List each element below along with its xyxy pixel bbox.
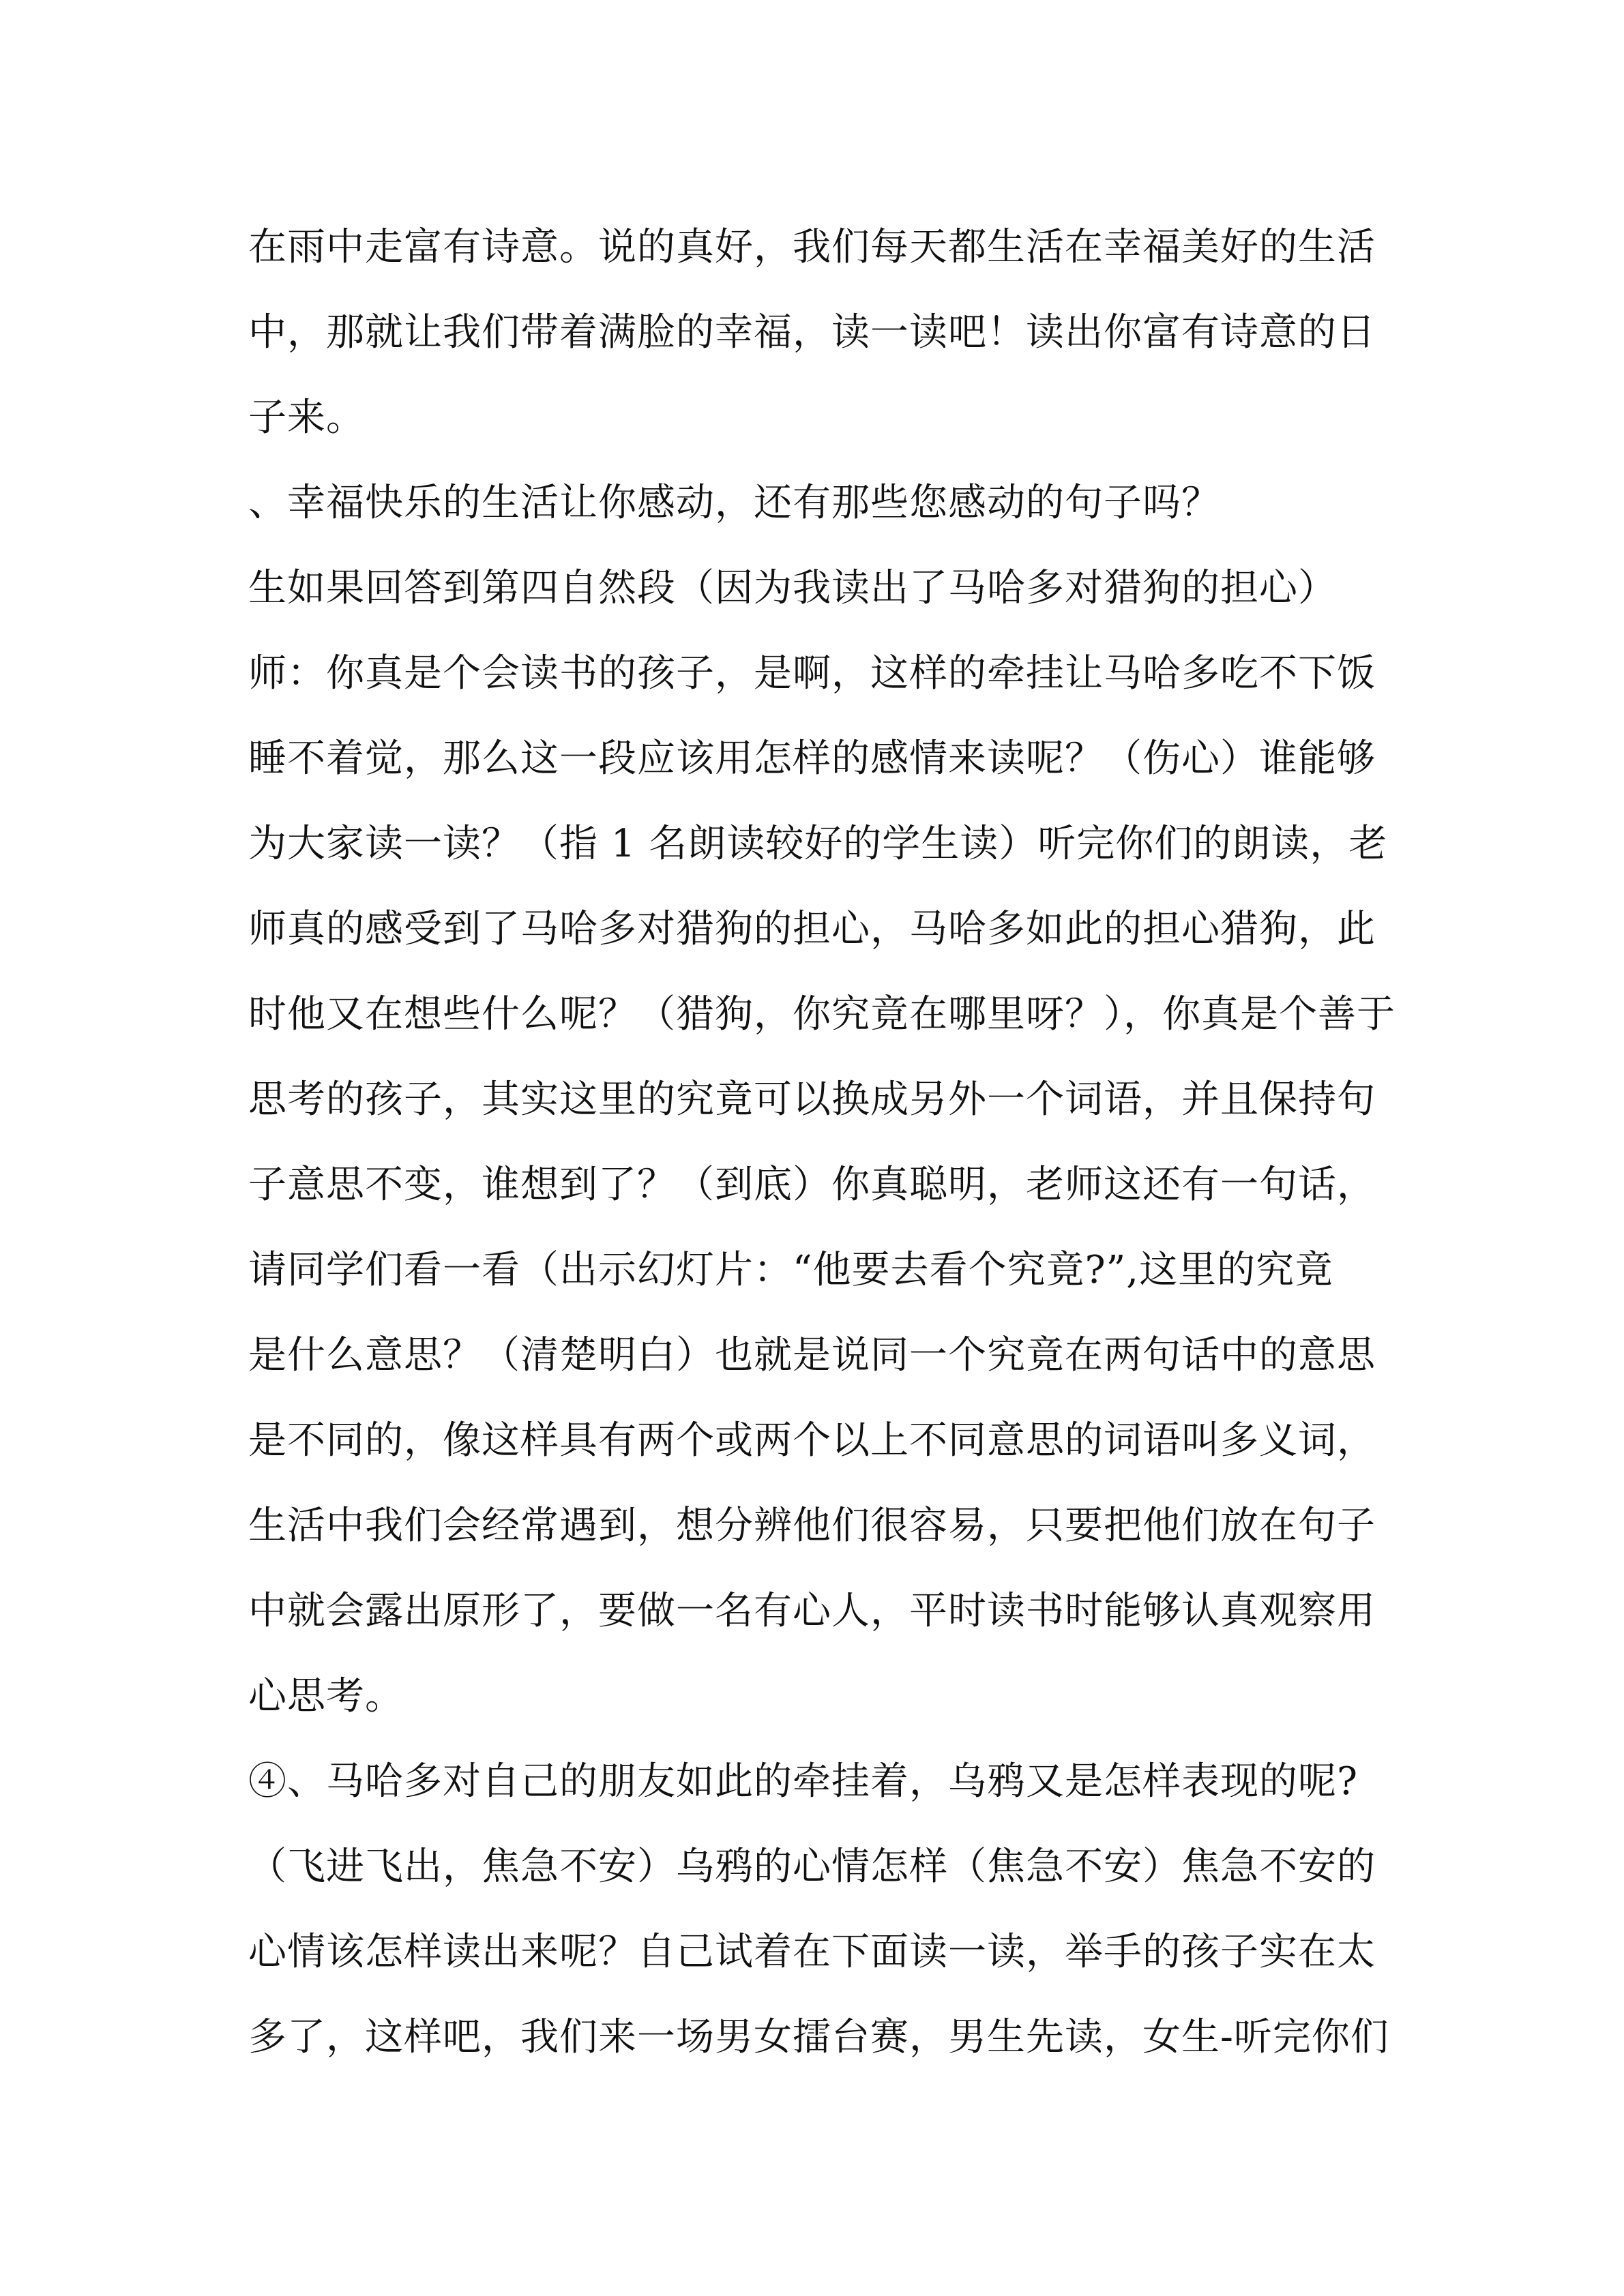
text-line: 、幸福快乐的生活让你感动，还有那些您感动的句子吗？ <box>248 481 1220 525</box>
text-line: ④、马哈多对自己的朋友如此的牵挂着，乌鸦又是怎样表现的呢? <box>248 1759 1359 1804</box>
text-line: 是什么意思？（清楚明白）也就是说同一个究竟在两句话中的意思 <box>248 1333 1376 1377</box>
text-line: 中就会露出原形了，要做一名有心人，平时读书时能够认真观察用 <box>248 1589 1376 1633</box>
text-line: 在雨中走富有诗意。说的真好，我们每天都生活在幸福美好的生活 <box>248 225 1376 269</box>
text-line: 生活中我们会经常遇到，想分辨他们很容易，只要把他们放在句子 <box>248 1504 1376 1548</box>
text-line: 子意思不变，谁想到了？（到底）你真聪明，老师这还有一句话， <box>248 1163 1376 1207</box>
text-line: 心情该怎样读出来呢？自己试着在下面读一读，举手的孩子实在太 <box>248 1930 1376 1974</box>
document-body <box>248 205 1394 2080</box>
text-line: 是不同的，像这样具有两个或两个以上不同意思的词语叫多义词， <box>248 1418 1376 1463</box>
text-line: 生如果回答到第四自然段（因为我读出了马哈多对猎狗的担心） <box>248 566 1337 610</box>
text-line: 心思考。 <box>248 1674 404 1718</box>
text-line: 子来。 <box>248 396 365 440</box>
text-line: 思考的孩子，其实这里的究竟可以换成另外一个词语，并且保持句 <box>248 1077 1376 1122</box>
text-line: （飞进飞出，焦急不安）乌鸦的心情怎样（焦急不安）焦急不安的 <box>248 1845 1376 1889</box>
text-line: 师真的感受到了马哈多对猎狗的担心，马哈多如此的担心猎狗，此 <box>248 907 1376 951</box>
text-line: 请同学们看一看（出示幻灯片：“他要去看个究竟?”,这里的究竟 <box>248 1248 1334 1292</box>
text-line: 中，那就让我们带着满脸的幸福，读一读吧！读出你富有诗意的日 <box>248 310 1376 355</box>
text-line: 为大家读一读？（指 1 名朗读较好的学生读）听完你们的朗读，老 <box>248 822 1388 866</box>
text-line: 多了，这样吧，我们来一场男女擂台赛，男生先读，女生-听完你们 <box>248 2015 1389 2059</box>
text-line: 师：你真是个会读书的孩子，是啊，这样的牵挂让马哈多吃不下饭 <box>248 651 1376 696</box>
text-line: 时他又在想些什么呢？（猎狗，你究竟在哪里呀？），你真是个善于 <box>248 992 1396 1037</box>
text-line: 睡不着觉，那么这一段应该用怎样的感情来读呢？（伤心）谁能够 <box>248 736 1376 781</box>
